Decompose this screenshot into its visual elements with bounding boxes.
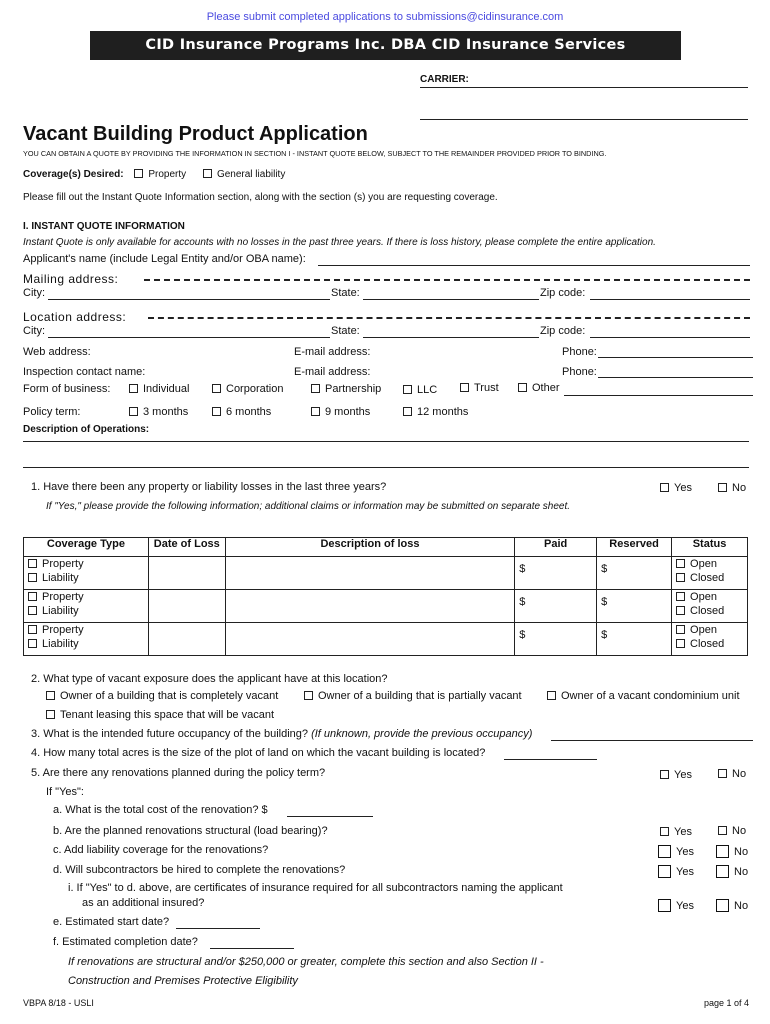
if-yes-label: If "Yes": [46,786,84,798]
description-cell[interactable] [225,557,514,590]
question-5a: a. What is the total cost of the renovation? $ [53,804,268,816]
coverage-row [23,169,285,180]
phone-label-1: Phone: [562,346,597,358]
q1-note: If "Yes," please provide the following information; additional claims or information may be submitted on separate sheet. [46,501,571,512]
type-liability[interactable]: Liability [28,637,144,651]
checkbox[interactable] [716,845,729,858]
checkbox[interactable] [46,710,55,719]
location-city-label: City: [23,325,45,337]
mailing-city-label: City: [23,287,45,299]
operations-input-1[interactable] [23,441,749,442]
checkbox[interactable] [212,407,221,416]
q1-yes[interactable]: Yes [660,482,692,494]
reserved-cell[interactable]: $ [597,590,672,623]
web-label: Web address: [23,346,91,358]
q5d-yes[interactable]: Yes [658,865,694,878]
question-1: 1. Have there been any property or liability losses in the last three years? [31,481,387,493]
term-12-months[interactable]: 12 months [403,406,468,418]
form-trust[interactable]: Trust [460,382,499,394]
question-4: 4. How many total acres is the size of the plot of land on which the vacant building is located? [31,747,486,759]
coverage-property[interactable]: Property [134,169,186,180]
carrier-line-1[interactable] [420,87,748,88]
checkbox[interactable] [716,865,729,878]
type-property[interactable]: Property [28,590,144,604]
checkbox[interactable] [403,385,412,394]
coverage-label: Coverage(s) Desired: [23,169,124,180]
checkbox[interactable] [460,383,469,392]
status-closed[interactable]: Closed [676,604,743,618]
question-5di-line2: as an additional insured? [82,897,205,909]
checkbox[interactable] [304,691,313,700]
checkbox[interactable] [658,845,671,858]
location-state-input[interactable] [363,337,539,338]
q5-no[interactable]: No [718,768,746,780]
checkbox[interactable] [28,606,37,615]
form-llc[interactable]: LLC [403,384,437,396]
q4-input[interactable] [504,759,597,760]
q1-no[interactable]: No [718,482,746,494]
checkbox[interactable] [718,826,727,835]
checkbox[interactable] [134,169,143,178]
table-row [24,623,748,656]
section-note: Instant Quote is only available for accounts with no losses in the past three years. If there is loss history, please complete the entire application. [23,237,656,248]
col-coverage-type: Coverage Type [24,538,149,557]
checkbox[interactable] [28,573,37,582]
form-corporation[interactable]: Corporation [212,383,283,395]
type-property[interactable]: Property [28,557,144,571]
location-zip-label: Zip code: [540,325,586,337]
type-liability[interactable]: Liability [28,571,144,585]
form-business-label: Form of business: [23,383,111,395]
q5di-no[interactable]: No [716,899,748,912]
term-9-months[interactable]: 9 months [311,406,370,418]
q5c-yes[interactable]: Yes [658,845,694,858]
checkbox[interactable] [676,606,685,615]
footnote-line1: If renovations are structural and/or $250,000 or greater, complete this section and also Section II - [68,956,544,968]
type-property[interactable]: Property [28,623,144,637]
question-5e: e. Estimated start date? [53,916,170,928]
form-individual[interactable]: Individual [129,383,189,395]
question-5c: c. Add liability coverage for the renovations? [53,844,269,856]
q5di-yes[interactable]: Yes [658,899,694,912]
description-cell[interactable] [225,623,514,656]
coverage-liability[interactable]: General liability [203,169,285,180]
reserved-cell[interactable]: $ [597,623,672,656]
date-cell[interactable] [148,557,225,590]
question-3: 3. What is the intended future occupancy of the building? (If unknown, provide the previous occupancy) [31,728,533,740]
contact-label: Inspection contact name: [23,366,146,378]
applicant-input[interactable] [318,265,750,266]
term-3-months[interactable]: 3 months [129,406,188,418]
page-number: page 1 of 4 [704,998,750,1008]
phone-label-2: Phone: [562,366,597,378]
mailing-state-input[interactable] [363,299,539,300]
checkbox[interactable] [676,625,685,634]
q5a-input[interactable] [287,816,373,817]
loss-table [23,537,748,656]
checkbox[interactable] [718,769,727,778]
mailing-state-label: State: [331,287,360,299]
location-label: Location address: [23,310,127,324]
q5-yes[interactable]: Yes [660,769,692,781]
form-other[interactable]: Other [518,382,560,394]
checkbox[interactable] [311,384,320,393]
checkbox[interactable] [660,770,669,779]
operations-input-2[interactable] [23,467,749,468]
q2-option-tenant[interactable]: Tenant leasing this space that will be vacant [46,709,274,721]
location-zip-input[interactable] [590,337,750,338]
question-5f: f. Estimated completion date? [53,936,198,948]
checkbox[interactable] [660,827,669,836]
checkbox[interactable] [716,899,729,912]
submission-note: Please submit completed applications to submissions@cidinsurance.com [206,11,564,23]
applicant-label: Applicant's name (include Legal Entity and/or OBA name): [23,253,306,265]
checkbox[interactable] [676,592,685,601]
coverage-type-cell [24,590,149,623]
page-subtitle: YOU CAN OBTAIN A QUOTE BY PROVIDING THE INFORMATION IN SECTION I - INSTANT QUOTE BELOW, SUBJECT TO THE REMAINDER PROVIDED PRIOR TO BINDING. [23,149,607,158]
operations-label: Description of Operations: [23,424,150,435]
coverage-type-cell [24,557,149,590]
q2-option-vacant[interactable]: Owner of a building that is completely vacant [46,690,278,702]
checkbox[interactable] [311,407,320,416]
location-state-label: State: [331,325,360,337]
checkbox[interactable] [28,592,37,601]
question-5d: d. Will subcontractors be hired to complete the renovations? [53,864,346,876]
question-2: 2. What type of vacant exposure does the applicant have at this location? [31,673,388,685]
q5e-input[interactable] [176,928,260,929]
checkbox[interactable] [660,483,669,492]
checkbox[interactable] [518,383,527,392]
question-5b: b. Are the planned renovations structural (load bearing)? [53,825,328,837]
checkbox[interactable] [718,483,727,492]
reserved-cell[interactable]: $ [597,557,672,590]
status-closed[interactable]: Closed [676,571,743,585]
type-liability[interactable]: Liability [28,604,144,618]
paid-cell[interactable]: $ [515,557,597,590]
page-title: Vacant Building Product Application [23,123,368,145]
col-date-of-loss: Date of Loss [148,538,225,557]
term-6-months[interactable]: 6 months [212,406,271,418]
q2-option-condo[interactable]: Owner of a vacant condominium unit [547,690,740,702]
checkbox[interactable] [547,691,556,700]
mailing-zip-label: Zip code: [540,287,586,299]
checkbox[interactable] [676,639,685,648]
location-input[interactable] [148,317,750,319]
question-5di-line1: i. If "Yes" to d. above, are certificates of insurance required for all subcontractors naming the applicant [68,882,563,894]
date-cell[interactable] [148,590,225,623]
q5f-input[interactable] [210,948,294,949]
q2-option-partial[interactable]: Owner of a building that is partially vacant [304,690,522,702]
checkbox[interactable] [676,559,685,568]
form-other-input[interactable] [564,395,753,396]
form-partnership[interactable]: Partnership [311,383,381,395]
checkbox[interactable] [28,625,37,634]
checkbox[interactable] [658,865,671,878]
paid-cell[interactable]: $ [515,590,597,623]
carrier-line-2[interactable] [420,119,748,120]
mailing-city-input[interactable] [48,299,330,300]
checkbox[interactable] [129,407,138,416]
q5c-no[interactable]: No [716,845,748,858]
status-open[interactable]: Open [676,557,743,571]
checkbox[interactable] [28,559,37,568]
table-row [24,590,748,623]
q5b-yes[interactable]: Yes [660,826,692,838]
checkbox[interactable] [46,691,55,700]
checkbox[interactable] [28,639,37,648]
checkbox[interactable] [212,384,221,393]
question-5: 5. Are there any renovations planned during the policy term? [31,767,326,779]
phone-input-2[interactable] [598,377,753,378]
q3-input[interactable] [551,740,753,741]
carrier-label: CARRIER: [420,74,469,85]
col-paid: Paid [515,538,597,557]
status-cell [672,623,748,656]
term-label: Policy term: [23,406,81,418]
table-row [24,557,748,590]
coverage-type-cell [24,623,149,656]
checkbox[interactable] [658,899,671,912]
mailing-zip-input[interactable] [590,299,750,300]
mailing-label: Mailing address: [23,272,119,286]
checkbox[interactable] [676,573,685,582]
company-banner: CID Insurance Programs Inc. DBA CID Insurance Services [90,31,681,60]
status-cell [672,590,748,623]
mailing-input[interactable] [144,279,750,281]
paid-cell[interactable]: $ [515,623,597,656]
email-label-1: E-mail address: [294,346,371,358]
form-id: VBPA 8/18 - USLI [23,998,94,1008]
status-open[interactable]: Open [676,623,743,637]
checkbox[interactable] [129,384,138,393]
status-closed[interactable]: Closed [676,637,743,651]
instruction-text: Please fill out the Instant Quote Information section, along with the section (s) you are requesting coverage. [23,192,498,203]
col-description: Description of loss [225,538,514,557]
phone-input-1[interactable] [598,357,753,358]
footnote-line2: Construction and Premises Protective Eligibility [68,975,298,987]
col-status: Status [672,538,748,557]
checkbox[interactable] [403,407,412,416]
q5d-no[interactable]: No [716,865,748,878]
location-city-input[interactable] [48,337,330,338]
table-header-row [24,538,748,557]
date-cell[interactable] [148,623,225,656]
status-open[interactable]: Open [676,590,743,604]
description-cell[interactable] [225,590,514,623]
q5b-no[interactable]: No [718,825,746,837]
status-cell [672,557,748,590]
checkbox[interactable] [203,169,212,178]
col-reserved: Reserved [597,538,672,557]
section-heading: I. INSTANT QUOTE INFORMATION [23,221,185,232]
email-label-2: E-mail address: [294,366,371,378]
